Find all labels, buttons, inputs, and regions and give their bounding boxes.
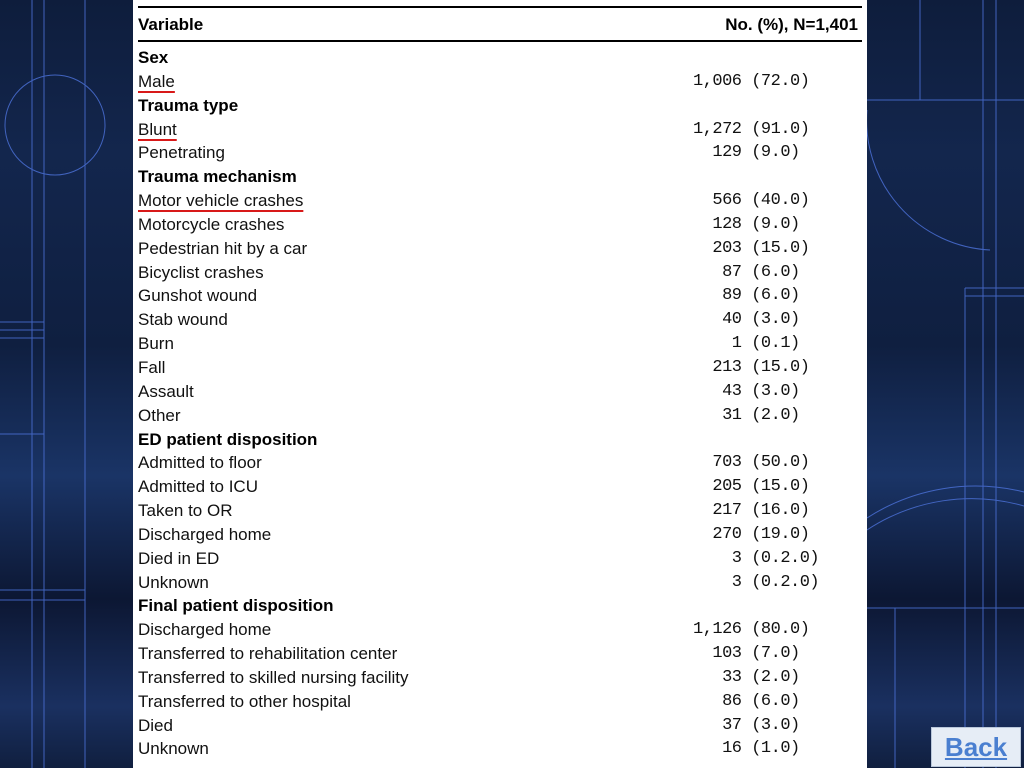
table-row: [138, 357, 862, 381]
row-value: 1,272 (91.0): [693, 119, 810, 139]
section-heading: Sex: [138, 48, 169, 67]
row-label: Died in ED: [138, 548, 220, 568]
back-button[interactable]: Back: [931, 727, 1021, 767]
row-label: Transferred to other hospital: [138, 691, 351, 711]
table-row: [138, 452, 862, 476]
table-header: [138, 11, 862, 37]
table-row: [138, 142, 862, 166]
row-label: Unknown: [138, 572, 209, 592]
row-label: Transferred to skilled nursing facility: [138, 667, 409, 687]
row-value: 1,126 (80.0): [693, 620, 810, 640]
table-row: [138, 572, 862, 596]
row-label: Discharged home: [138, 524, 272, 544]
row-label: Burn: [138, 334, 174, 354]
table-row: [138, 333, 862, 357]
row-label: Admitted to floor: [138, 453, 262, 473]
table-row: [138, 715, 862, 739]
row-label: Motorcycle crashes: [138, 214, 285, 234]
row-value: 86 (6.0): [693, 691, 800, 711]
row-label: Blunt: [138, 119, 177, 139]
row-label: Other: [138, 405, 181, 425]
column-header-variable: Variable: [138, 15, 204, 34]
table-row: [138, 476, 862, 500]
section-heading: Trauma mechanism: [138, 167, 297, 187]
section-heading-row: [138, 95, 862, 119]
row-value: 217 (16.0): [693, 501, 810, 521]
table-row: [138, 238, 862, 262]
row-value: 40 (3.0): [693, 310, 800, 330]
table-row: [138, 643, 862, 667]
table-row: [138, 71, 862, 95]
table-row: [138, 381, 862, 405]
table-row: [138, 285, 862, 309]
row-value: 129 (9.0): [693, 143, 800, 163]
row-label: Stab wound: [138, 310, 228, 330]
row-label: Penetrating: [138, 143, 225, 163]
table-row: [138, 190, 862, 214]
section-heading-row: [138, 595, 862, 619]
row-label: Discharged home: [138, 620, 272, 640]
table-header-rule: [138, 40, 862, 42]
row-value: 128 (9.0): [693, 214, 800, 234]
row-value: 1,006 (72.0): [693, 71, 810, 91]
table-row: [138, 262, 862, 286]
row-value: 31 (2.0): [693, 405, 800, 425]
row-value: 566 (40.0): [693, 191, 810, 211]
row-label: Motor vehicle crashes: [138, 191, 304, 211]
table-row: [138, 691, 862, 715]
row-value: 87 (6.0): [693, 262, 800, 282]
table-panel: [133, 0, 867, 768]
row-value: 3 (0.2.0): [693, 548, 820, 568]
row-label: Taken to OR: [138, 501, 233, 521]
table-row: [138, 667, 862, 691]
row-value: 103 (7.0): [693, 644, 800, 664]
row-label: Pedestrian hit by a car: [138, 238, 308, 258]
table-row: [138, 619, 862, 643]
row-value: 43 (3.0): [693, 381, 800, 401]
table-row: [138, 119, 862, 143]
row-value: 203 (15.0): [693, 238, 810, 258]
section-heading-row: [138, 429, 862, 453]
row-value: 89 (6.0): [693, 286, 800, 306]
row-value: 3 (0.2.0): [693, 572, 820, 592]
row-label: Male: [138, 71, 175, 91]
row-value: 16 (1.0): [693, 739, 800, 759]
row-label: Bicyclist crashes: [138, 262, 264, 282]
row-label: Admitted to ICU: [138, 477, 258, 497]
row-value: 205 (15.0): [693, 477, 810, 497]
row-value: 1 (0.1): [693, 334, 800, 354]
row-label: Died: [138, 715, 173, 735]
row-value: 213 (15.0): [693, 357, 810, 377]
section-heading: ED patient disposition: [138, 429, 318, 449]
row-value: 703 (50.0): [693, 453, 810, 473]
section-heading-row: [138, 166, 862, 190]
section-heading: Trauma type: [138, 95, 239, 115]
section-heading-row: [138, 47, 862, 71]
table-row: [138, 738, 862, 762]
row-value: 33 (2.0): [693, 667, 800, 687]
row-label: Transferred to rehabilitation center: [138, 644, 398, 664]
row-label: Unknown: [138, 739, 209, 759]
table-row: [138, 214, 862, 238]
table-row: [138, 500, 862, 524]
row-value: 37 (3.0): [693, 715, 800, 735]
table-row: [138, 524, 862, 548]
table-row: [138, 309, 862, 333]
row-label: Fall: [138, 357, 166, 377]
section-heading: Final patient disposition: [138, 596, 334, 616]
table-row: [138, 548, 862, 572]
row-value: 270 (19.0): [693, 524, 810, 544]
column-header-value: No. (%), N=1,401: [725, 15, 858, 34]
row-label: Gunshot wound: [138, 286, 258, 306]
table-top-rule: [138, 6, 862, 8]
table-row: [138, 405, 862, 429]
row-label: Assault: [138, 381, 194, 401]
table-body: [138, 47, 862, 762]
